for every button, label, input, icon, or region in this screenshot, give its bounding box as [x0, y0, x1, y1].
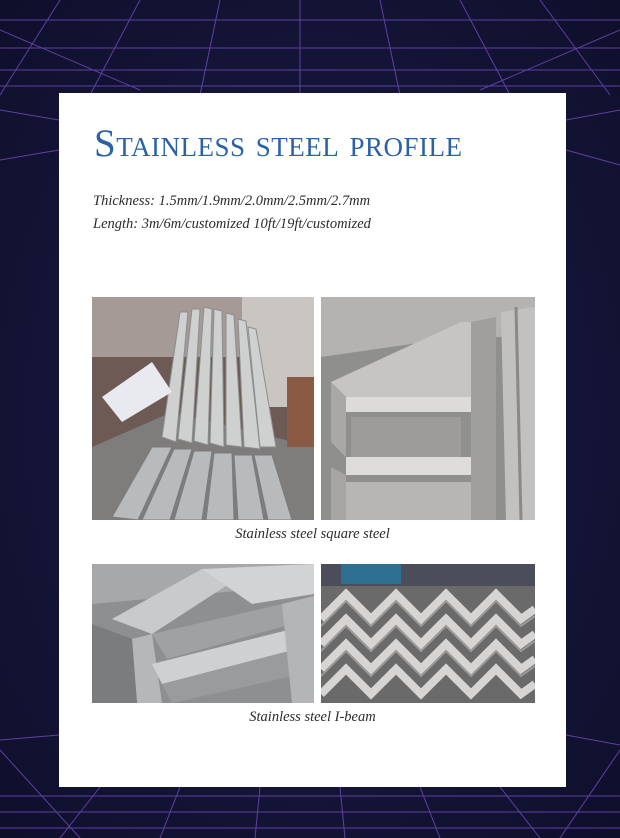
square-steel-photo — [92, 297, 314, 520]
document-card — [59, 93, 566, 787]
thickness-spec: Thickness: 1.5mm/1.9mm/2.0mm/2.5mm/2.7mm — [93, 193, 371, 209]
channel-steel-photo — [321, 297, 535, 520]
i-beam-photo — [92, 564, 314, 703]
specifications — [93, 190, 371, 236]
page-title: Stainless steel profile — [94, 122, 463, 165]
length-spec: Length: 3m/6m/customized 10ft/19ft/customized — [93, 216, 371, 232]
angle-steel-photo — [321, 564, 535, 703]
i-beam-caption: Stainless steel I-beam — [249, 709, 376, 725]
square-steel-caption: Stainless steel square steel — [235, 526, 390, 542]
